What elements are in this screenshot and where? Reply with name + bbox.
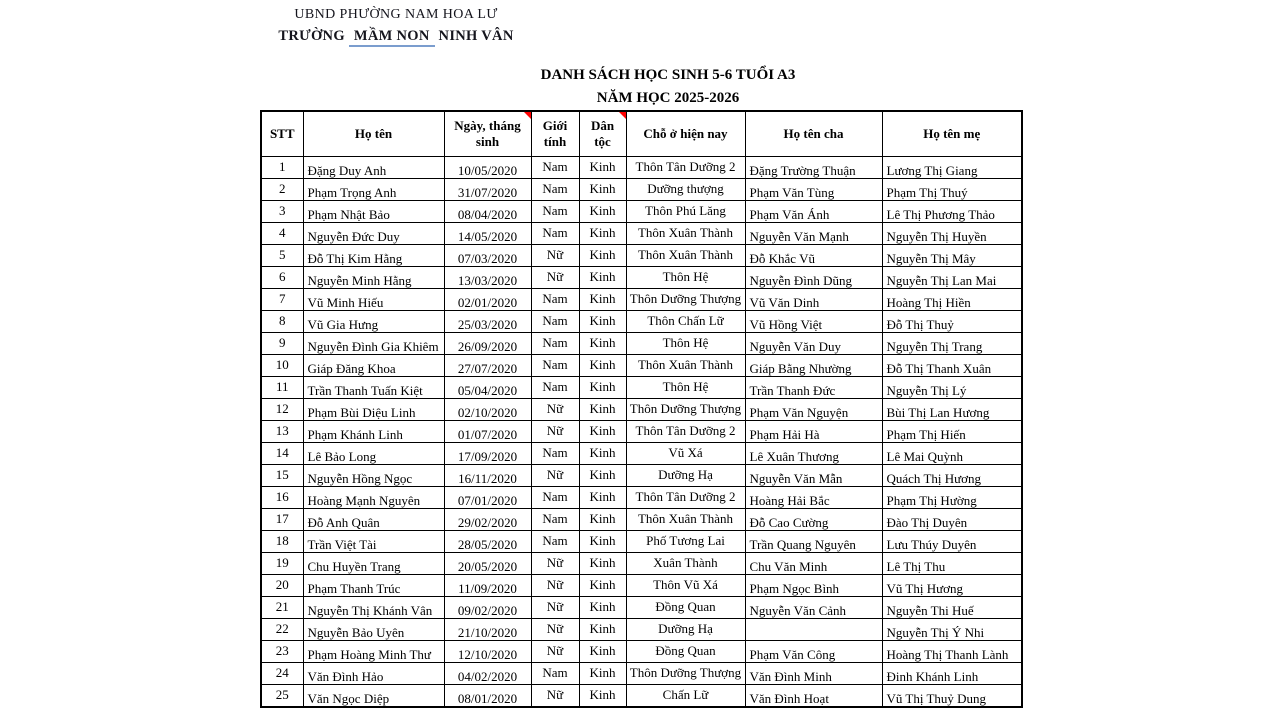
cell-mother: Bùi Thị Lan Hương [882, 399, 1022, 421]
cell-stt: 25 [261, 685, 303, 708]
cell-ethnic: Kinh [579, 443, 626, 465]
table-row [261, 663, 1022, 685]
cell-gender: Nữ [531, 267, 579, 289]
table-row [261, 509, 1022, 531]
cell-father: Phạm Văn Công [745, 641, 882, 663]
cell-ethnic: Kinh [579, 355, 626, 377]
cell-father: Nguyễn Đình Dũng [745, 267, 882, 289]
cell-ethnic: Kinh [579, 157, 626, 179]
table-row [261, 223, 1022, 245]
cell-name: Chu Huyền Trang [303, 553, 444, 575]
cell-stt: 15 [261, 465, 303, 487]
cell-name: Phạm Bùi Diệu Linh [303, 399, 444, 421]
student-table-body [261, 157, 1022, 708]
cell-dob: 10/05/2020 [444, 157, 531, 179]
cell-stt: 4 [261, 223, 303, 245]
cell-gender: Nữ [531, 641, 579, 663]
cell-ethnic: Kinh [579, 487, 626, 509]
cell-gender: Nam [531, 157, 579, 179]
cell-mother: Nguyễn Thị Mây [882, 245, 1022, 267]
cell-address: Thôn Tân Dưỡng 2 [626, 487, 745, 509]
cell-father: Đỗ Cao Cường [745, 509, 882, 531]
cell-dob: 05/04/2020 [444, 377, 531, 399]
cell-mother: Nguyễn Thị Huyền [882, 223, 1022, 245]
cell-address: Thôn Xuân Thành [626, 355, 745, 377]
cell-gender: Nam [531, 289, 579, 311]
cell-gender: Nam [531, 531, 579, 553]
header-ethnic [579, 111, 626, 157]
cell-gender: Nữ [531, 685, 579, 708]
cell-stt: 13 [261, 421, 303, 443]
cell-dob: 29/02/2020 [444, 509, 531, 531]
cell-dob: 28/05/2020 [444, 531, 531, 553]
cell-name: Nguyễn Thị Khánh Vân [303, 597, 444, 619]
document-title [418, 64, 918, 111]
comment-indicator-icon[interactable] [524, 112, 531, 119]
cell-father: Trần Thanh Đức [745, 377, 882, 399]
school-name [248, 28, 544, 45]
cell-mother: Lê Thị Phương Thảo [882, 201, 1022, 223]
cell-gender: Nam [531, 487, 579, 509]
cell-ethnic: Kinh [579, 311, 626, 333]
cell-ethnic: Kinh [579, 575, 626, 597]
cell-name: Nguyễn Đức Duy [303, 223, 444, 245]
cell-mother: Nguyễn Thị Trang [882, 333, 1022, 355]
cell-dob: 01/07/2020 [444, 421, 531, 443]
cell-ethnic: Kinh [579, 267, 626, 289]
cell-address: Xuân Thành [626, 553, 745, 575]
cell-mother: Vũ Thị Hương [882, 575, 1022, 597]
cell-gender: Nam [531, 201, 579, 223]
cell-mother: Lưu Thúy Duyên [882, 531, 1022, 553]
cell-father: Nguyễn Văn Mạnh [745, 223, 882, 245]
student-table [260, 110, 1023, 708]
cell-address: Thôn Xuân Thành [626, 245, 745, 267]
cell-ethnic: Kinh [579, 509, 626, 531]
cell-address: Thôn Dưỡng Thượng [626, 399, 745, 421]
cell-gender: Nam [531, 663, 579, 685]
cell-father: Phạm Ngọc Bình [745, 575, 882, 597]
cell-name: Giáp Đăng Khoa [303, 355, 444, 377]
cell-name: Nguyễn Hồng Ngọc [303, 465, 444, 487]
cell-stt: 20 [261, 575, 303, 597]
cell-ethnic: Kinh [579, 641, 626, 663]
cell-mother: Hoàng Thị Thanh Lành [882, 641, 1022, 663]
cell-name: Đỗ Anh Quân [303, 509, 444, 531]
cell-dob: 20/05/2020 [444, 553, 531, 575]
header-ethnic-label: Dân tộc [590, 117, 615, 149]
cell-stt: 11 [261, 377, 303, 399]
table-row [261, 201, 1022, 223]
table-row [261, 311, 1022, 333]
cell-address: Thôn Xuân Thành [626, 223, 745, 245]
cell-dob: 02/01/2020 [444, 289, 531, 311]
table-row [261, 685, 1022, 708]
document-title-line1: DANH SÁCH HỌC SINH 5-6 TUỔI A3 [540, 67, 796, 83]
table-row [261, 355, 1022, 377]
cell-address: Dưỡng Hạ [626, 465, 745, 487]
header-row [261, 111, 1022, 157]
cell-address: Vũ Xá [626, 443, 745, 465]
cell-mother: Phạm Thị Hường [882, 487, 1022, 509]
cell-father [745, 619, 882, 641]
cell-mother: Quách Thị Hương [882, 465, 1022, 487]
cell-stt: 8 [261, 311, 303, 333]
cell-address: Thôn Hệ [626, 267, 745, 289]
cell-father: Phạm Văn Nguyện [745, 399, 882, 421]
cell-ethnic: Kinh [579, 465, 626, 487]
table-row [261, 575, 1022, 597]
cell-stt: 23 [261, 641, 303, 663]
student-table-header [261, 111, 1022, 157]
cell-gender: Nữ [531, 619, 579, 641]
cell-address: Thôn Dưỡng Thượng [626, 289, 745, 311]
school-name-suffix: NINH VÂN [434, 28, 514, 44]
cell-name: Đặng Duy Anh [303, 157, 444, 179]
cell-mother: Đỗ Thị Thuỷ [882, 311, 1022, 333]
cell-father: Vũ Văn Dinh [745, 289, 882, 311]
document-title-line2: NĂM HỌC 2025-2026 [596, 90, 740, 107]
cell-father: Phạm Văn Tùng [745, 179, 882, 201]
cell-ethnic: Kinh [579, 531, 626, 553]
cell-father: Đặng Trường Thuận [745, 157, 882, 179]
table-row [261, 179, 1022, 201]
cell-father: Nguyễn Văn Duy [745, 333, 882, 355]
cell-stt: 18 [261, 531, 303, 553]
cell-stt: 10 [261, 355, 303, 377]
cell-ethnic: Kinh [579, 245, 626, 267]
cell-address: Đồng Quan [626, 641, 745, 663]
cell-name: Vũ Minh Hiếu [303, 289, 444, 311]
table-row [261, 399, 1022, 421]
cell-address: Thôn Dưỡng Thượng [626, 663, 745, 685]
school-name-underlined: MẦM NON [349, 28, 435, 47]
cell-name: Phạm Hoàng Minh Thư [303, 641, 444, 663]
cell-mother: Vũ Thị Thuỷ Dung [882, 685, 1022, 708]
cell-mother: Hoàng Thị Hiền [882, 289, 1022, 311]
header-mother: Họ tên mẹ [882, 111, 1022, 157]
cell-father: Chu Văn Minh [745, 553, 882, 575]
cell-gender: Nữ [531, 597, 579, 619]
cell-mother: Lương Thị Giang [882, 157, 1022, 179]
table-row [261, 289, 1022, 311]
cell-dob: 17/09/2020 [444, 443, 531, 465]
header-dob-label: Ngày, tháng sinh [454, 117, 521, 149]
header-gender: Giới tính [531, 111, 579, 157]
cell-mother: Lê Mai Quỳnh [882, 443, 1022, 465]
cell-mother: Đỗ Thị Thanh Xuân [882, 355, 1022, 377]
cell-stt: 17 [261, 509, 303, 531]
cell-dob: 25/03/2020 [444, 311, 531, 333]
cell-name: Văn Đình Hảo [303, 663, 444, 685]
cell-ethnic: Kinh [579, 597, 626, 619]
cell-gender: Nữ [531, 575, 579, 597]
cell-name: Trần Việt Tài [303, 531, 444, 553]
cell-gender: Nam [531, 311, 579, 333]
cell-father: Văn Đình Minh [745, 663, 882, 685]
org-header [248, 7, 544, 45]
cell-ethnic: Kinh [579, 421, 626, 443]
cell-ethnic: Kinh [579, 201, 626, 223]
table-row [261, 157, 1022, 179]
cell-address: Chấn Lữ [626, 685, 745, 708]
cell-mother: Nguyễn Thi Huế [882, 597, 1022, 619]
cell-father: Trần Quang Nguyên [745, 531, 882, 553]
cell-father: Văn Đình Hoạt [745, 685, 882, 708]
cell-dob: 26/09/2020 [444, 333, 531, 355]
cell-father: Phạm Văn Ánh [745, 201, 882, 223]
cell-stt: 7 [261, 289, 303, 311]
cell-ethnic: Kinh [579, 663, 626, 685]
cell-stt: 6 [261, 267, 303, 289]
cell-address: Thôn Vũ Xá [626, 575, 745, 597]
cell-stt: 14 [261, 443, 303, 465]
header-stt: STT [261, 111, 303, 157]
cell-name: Nguyễn Đình Gia Khiêm [303, 333, 444, 355]
cell-gender: Nữ [531, 553, 579, 575]
cell-dob: 04/02/2020 [444, 663, 531, 685]
cell-stt: 1 [261, 157, 303, 179]
cell-dob: 07/03/2020 [444, 245, 531, 267]
cell-dob: 27/07/2020 [444, 355, 531, 377]
cell-dob: 08/01/2020 [444, 685, 531, 708]
cell-stt: 12 [261, 399, 303, 421]
cell-name: Phạm Thanh Trúc [303, 575, 444, 597]
cell-name: Vũ Gia Hưng [303, 311, 444, 333]
header-address: Chỗ ở hiện nay [626, 111, 745, 157]
cell-name: Phạm Khánh Linh [303, 421, 444, 443]
cell-ethnic: Kinh [579, 333, 626, 355]
cell-name: Đỗ Thị Kim Hằng [303, 245, 444, 267]
cell-address: Thôn Hệ [626, 377, 745, 399]
cell-father: Lê Xuân Thương [745, 443, 882, 465]
cell-stt: 19 [261, 553, 303, 575]
cell-address: Dưỡng Hạ [626, 619, 745, 641]
cell-dob: 11/09/2020 [444, 575, 531, 597]
cell-mother: Phạm Thị Thuý [882, 179, 1022, 201]
cell-dob: 13/03/2020 [444, 267, 531, 289]
cell-name: Lê Bảo Long [303, 443, 444, 465]
table-row [261, 597, 1022, 619]
cell-stt: 3 [261, 201, 303, 223]
cell-father: Giáp Bằng Nhường [745, 355, 882, 377]
cell-gender: Nữ [531, 421, 579, 443]
cell-address: Thôn Tân Dưỡng 2 [626, 421, 745, 443]
cell-gender: Nam [531, 443, 579, 465]
cell-name: Nguyễn Minh Hằng [303, 267, 444, 289]
cell-dob: 16/11/2020 [444, 465, 531, 487]
cell-ethnic: Kinh [579, 553, 626, 575]
cell-address: Dưỡng thượng [626, 179, 745, 201]
table-row [261, 443, 1022, 465]
cell-name: Văn Ngọc Diệp [303, 685, 444, 708]
cell-mother: Đinh Khánh Linh [882, 663, 1022, 685]
cell-name: Trần Thanh Tuấn Kiệt [303, 377, 444, 399]
table-row [261, 619, 1022, 641]
cell-address: Thôn Chấn Lữ [626, 311, 745, 333]
cell-gender: Nữ [531, 245, 579, 267]
cell-name: Nguyễn Bảo Uyên [303, 619, 444, 641]
cell-stt: 22 [261, 619, 303, 641]
cell-dob: 07/01/2020 [444, 487, 531, 509]
cell-ethnic: Kinh [579, 289, 626, 311]
cell-dob: 31/07/2020 [444, 179, 531, 201]
cell-address: Thôn Hệ [626, 333, 745, 355]
cell-dob: 14/05/2020 [444, 223, 531, 245]
table-row [261, 641, 1022, 663]
cell-address: Phố Tương Lai [626, 531, 745, 553]
table-row [261, 553, 1022, 575]
table-row [261, 377, 1022, 399]
table-row [261, 465, 1022, 487]
cell-gender: Nam [531, 223, 579, 245]
cell-dob: 12/10/2020 [444, 641, 531, 663]
cell-father: Phạm Hải Hà [745, 421, 882, 443]
cell-ethnic: Kinh [579, 399, 626, 421]
cell-address: Thôn Phú Lăng [626, 201, 745, 223]
cell-name: Phạm Nhật Bảo [303, 201, 444, 223]
cell-stt: 9 [261, 333, 303, 355]
cell-address: Thôn Tân Dưỡng 2 [626, 157, 745, 179]
table-row [261, 267, 1022, 289]
cell-gender: Nữ [531, 399, 579, 421]
cell-stt: 16 [261, 487, 303, 509]
cell-name: Phạm Trọng Anh [303, 179, 444, 201]
cell-ethnic: Kinh [579, 377, 626, 399]
table-row [261, 245, 1022, 267]
cell-ethnic: Kinh [579, 685, 626, 708]
cell-ethnic: Kinh [579, 223, 626, 245]
cell-mother: Nguyễn Thị Ý Nhi [882, 619, 1022, 641]
cell-mother: Đào Thị Duyên [882, 509, 1022, 531]
cell-father: Đỗ Khắc Vũ [745, 245, 882, 267]
cell-address: Đồng Quan [626, 597, 745, 619]
header-dob [444, 111, 531, 157]
header-name: Họ tên [303, 111, 444, 157]
cell-stt: 2 [261, 179, 303, 201]
cell-father: Nguyễn Văn Cảnh [745, 597, 882, 619]
table-row [261, 333, 1022, 355]
cell-gender: Nam [531, 355, 579, 377]
cell-ethnic: Kinh [579, 619, 626, 641]
cell-gender: Nam [531, 333, 579, 355]
cell-address: Thôn Xuân Thành [626, 509, 745, 531]
cell-gender: Nam [531, 509, 579, 531]
cell-stt: 5 [261, 245, 303, 267]
cell-mother: Phạm Thị Hiến [882, 421, 1022, 443]
table-row [261, 421, 1022, 443]
cell-father: Hoàng Hải Bắc [745, 487, 882, 509]
cell-dob: 02/10/2020 [444, 399, 531, 421]
org-name: UBND PHƯỜNG NAM HOA LƯ [294, 7, 498, 22]
cell-stt: 21 [261, 597, 303, 619]
cell-stt: 24 [261, 663, 303, 685]
cell-gender: Nam [531, 179, 579, 201]
table-row [261, 531, 1022, 553]
cell-gender: Nữ [531, 465, 579, 487]
cell-ethnic: Kinh [579, 179, 626, 201]
comment-indicator-icon[interactable] [619, 112, 626, 119]
table-row [261, 487, 1022, 509]
school-name-prefix: TRƯỜNG [278, 28, 349, 44]
cell-gender: Nam [531, 377, 579, 399]
cell-dob: 21/10/2020 [444, 619, 531, 641]
cell-dob: 08/04/2020 [444, 201, 531, 223]
header-father: Họ tên cha [745, 111, 882, 157]
cell-father: Nguyễn Văn Mẫn [745, 465, 882, 487]
cell-mother: Lê Thị Thu [882, 553, 1022, 575]
cell-father: Vũ Hồng Việt [745, 311, 882, 333]
cell-dob: 09/02/2020 [444, 597, 531, 619]
cell-mother: Nguyễn Thị Lý [882, 377, 1022, 399]
cell-mother: Nguyễn Thị Lan Mai [882, 267, 1022, 289]
cell-name: Hoàng Mạnh Nguyên [303, 487, 444, 509]
